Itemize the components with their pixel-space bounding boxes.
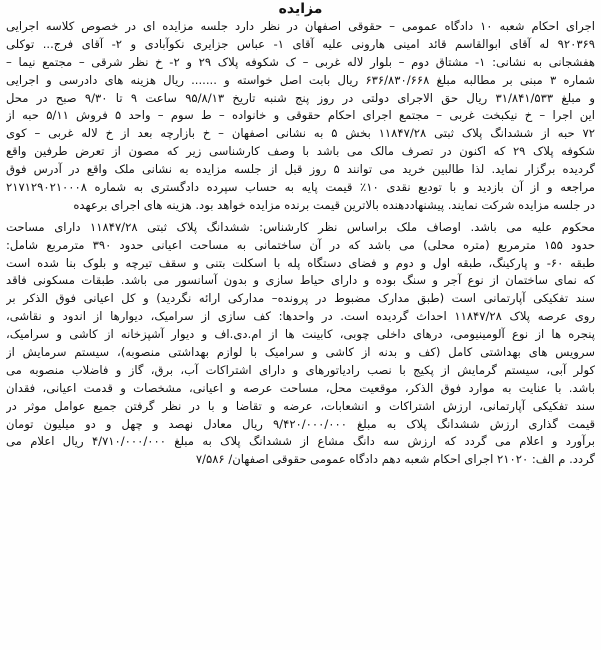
- text-line: اجرای احکام شعبه ۱۰ دادگاه عمومی – حقوقی اصفهان در نظر دارد جلسه مزایده ای در خصوص کلاسه اجرایی: [6, 19, 595, 33]
- text-line: حدود ۱۵۵ مترمربع (متره محلی) می باشد که در آن ساختمانی به مساحت اعیانی حدود ۳۹۰ مترمربع شامل:: [6, 237, 595, 252]
- text-line: در جلسه مزایده شرکت نمایند. پیشنهاددهنده بالاترین قیمت برنده مزایده خواهد بود. هزینه های اجرای برعهده: [73, 197, 595, 212]
- text-line: هفشجانی به نشانی: ۱- مشتاق دوم – بلوار لاله غربی – ک شکوفه پلاک ۲۹ و ۲- خ نظر شرقی – مجتمع نیما –: [6, 54, 595, 69]
- text-line: کولر آبی، سیستم گرمایش از پکیج با نصب رادیاتورهای و دارای اشتراکات آب، برق، گاز و فاضلاب منصوبه می: [6, 362, 595, 377]
- text-line: ۹۲۰۳۶۹ له آقای ابوالقاسم قائد امینی هارونی علیه آقای ۱- عباس جزایری نکوآبادی و ۲- آقای فرج... توکلی: [6, 36, 595, 51]
- notice-paragraph-2: [6, 219, 595, 469]
- text-line: طبقه ۶۰- و پارکینگ، طبقه اول و دوم و فضای دستگاه پله با اسکلت بتنی و سقف تیرچه و بلوک بنا شده است: [6, 255, 595, 270]
- text-line: پنجره ها از نوع آلومینیومی، درهای داخلی چوبی، کابینت ها از ام.دی.اف و دیوار آشپزخانه از کاشی و سرامیک،: [6, 327, 595, 342]
- text-line: برآورد و اعلام می گردد که ارزش سه دانگ مشاع از ششدانگ پلاک به مبلغ ۴/۷۱۰/۰۰۰/۰۰۰ ریال اعلام می: [6, 434, 595, 449]
- text-line: سند تفکیکی آپارتمانی، ارزش اشتراکات و انشعابات، عرضه و تقاضا و با در نظر گرفتن جمیع عوامل موثر در: [6, 398, 595, 413]
- notice-paragraph-1: [6, 18, 595, 215]
- text-line: سرویس های بهداشتی کامل (کف و بدنه از کاشی و سرامیک با لوازم بهداشتی منصوبه)، سیستم سرمایش از: [6, 345, 595, 360]
- text-line: قیمت گذاری ارزش ششدانگ پلاک به مبلغ ۹/۴۲۰/۰۰۰/۰۰۰ ریال معادل نهصد و چهل و دو میلیون تومان: [6, 416, 595, 431]
- text-line: سند تفکیکی آپارتمانی است (طبق مدارک مضبوط در پرونده– مدارکی ارائه نگردید) و کل اعیانی فوق الذکر بر: [6, 291, 595, 306]
- text-line: و مبلغ ۳۱/۸۴۱/۵۳۳ ریال حق الاجرای دولتی در روز پنج شنبه تاریخ ۹۵/۸/۱۳ ساعت ۹ تا ۹/۳۰ صبح در محل: [6, 90, 595, 105]
- text-line: این اجرا – خ نیکبخت غربی – مجتمع اجرای احکام حقوقی و خانواده – ط سوم – واحد ۵ فروش ۵/۱۱ حبه از: [6, 108, 595, 123]
- text-line: باشد. با عنایت به موارد فوق الذکر، موقعیت محل، مساحت عرصه و اعیانی، مشخصات و قدمت اعیانی، فقدان: [6, 380, 595, 395]
- text-line: گردد. م الف: ۲۱۰۲۰ اجرای احکام شعبه دهم دادگاه عمومی حقوقی اصفهان/ ۷/۵۸۶: [195, 452, 595, 467]
- text-line: شکوفه پلاک ۲۹ که اکنون در تصرف مالک می باشد با وصف کارشناسی زیر که مصون از تعرض طرفین واقع: [6, 144, 595, 159]
- text-line: که نمای ساختمان از نوع آجر و سنگ بوده و دارای حیاط سازی و بدون آسانسور می باشد. طبقات مسکونی فاقد: [6, 273, 595, 288]
- text-line: ۷۲ حبه از ششدانگ پلاک ثبتی ۱۱۸۴۷/۲۸ بخش ۵ به نشانی اصفهان – خ بازارچه بعد از خ لاله غربی – کوی: [6, 126, 595, 141]
- text-line: گردیده برگزار نماید. لذا طالبین خرید می توانند ۵ روز قبل از جلسه مزایده به نشانی ملک واقع در آدرس فوق: [6, 162, 595, 177]
- text-line: محکوم علیه می باشد. اوصاف ملک براساس نظر کارشناس: ششدانگ پلاک ثبتی ۱۱۸۴۷/۲۸ دارای مساحت: [6, 219, 595, 234]
- notice-title: مزایده: [278, 1, 323, 17]
- text-line: روی عرصه پلاک ۱۱۸۴۷/۲۸ احداث گردیده است. در واحدها: کف سازی از سرامیک، دیوارها از اندود و نقاشی،: [6, 309, 595, 324]
- text-line: شماره ۳ مبنی بر مطالبه مبلغ ۶۳۶/۸۳۰/۶۶۸ ریال بابت اصل خواسته و ....... ریال هزینه های دادرسی و اجرایی: [6, 72, 595, 87]
- text-line: مراجعه و از آن بازدید و با تودیع نقدی ۱۰٪ قیمت پایه به حساب سپرده دادگستری به شماره ۲۱۷۱۲۹۰۲۱۰۰۰۸: [6, 180, 595, 195]
